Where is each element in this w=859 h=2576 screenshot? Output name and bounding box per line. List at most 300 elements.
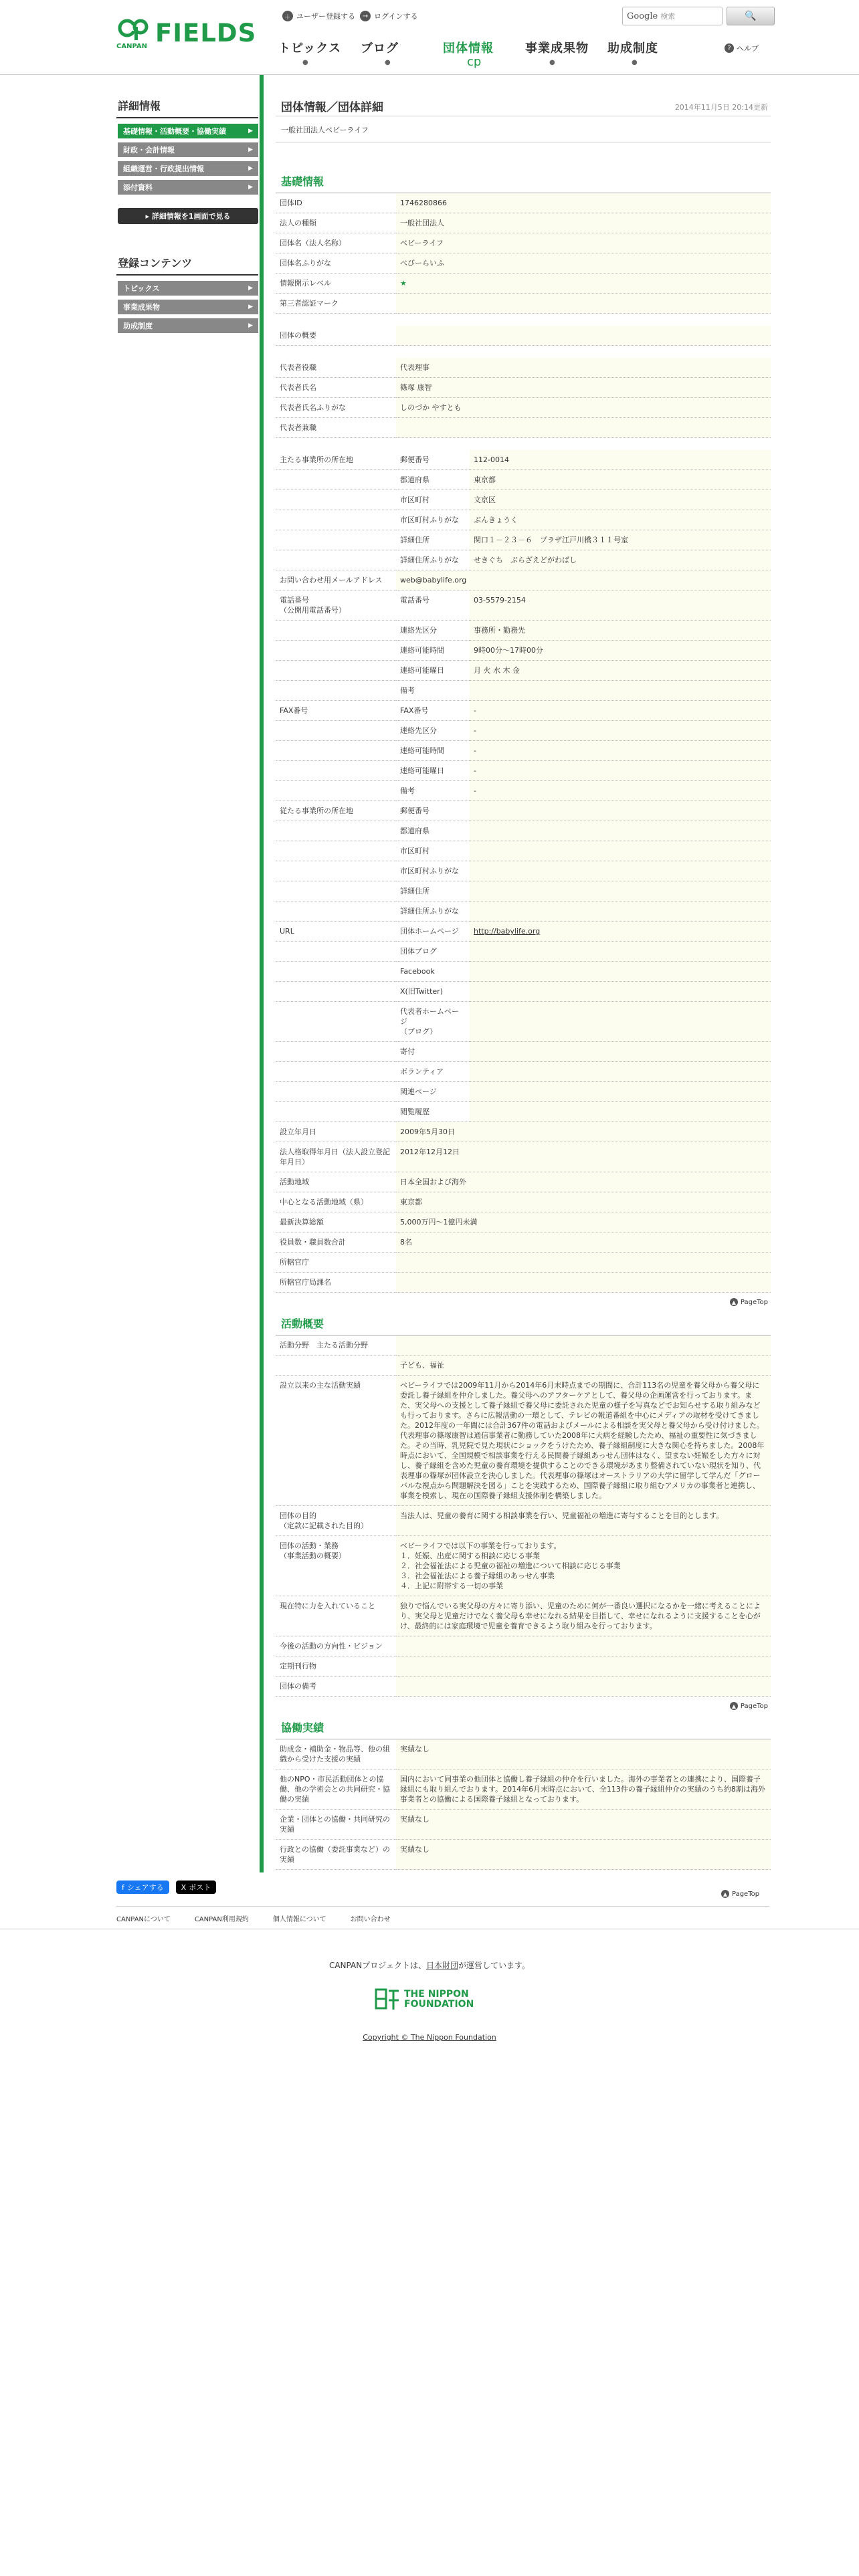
- table-row: [276, 701, 771, 721]
- nav-blog[interactable]: [357, 33, 439, 74]
- nav-dot-icon: ●: [302, 59, 308, 66]
- address-value: せきぐち ぷらざえどがわばし: [470, 550, 771, 570]
- table-row: [276, 193, 771, 213]
- table-row: [276, 358, 771, 378]
- address2-value: [470, 801, 771, 821]
- basic-label: 情報開示レベル: [276, 274, 396, 294]
- fax-value: -: [470, 721, 771, 741]
- basic-label: 法人の種類: [276, 213, 396, 233]
- facebook-icon: f: [122, 1883, 124, 1892]
- address2-sublabel: 都道府県: [396, 821, 470, 841]
- table-row: [276, 1596, 771, 1636]
- misc-label: 中心となる活動地域（県）: [276, 1192, 396, 1212]
- table-row: [276, 1122, 771, 1142]
- homepage-link[interactable]: http://babylife.org: [474, 927, 541, 936]
- address-value: 文京区: [470, 490, 771, 510]
- address2-group-label: 従たる事業所の所在地: [276, 801, 396, 821]
- focus-value: 独りで悩んでいる実父母の方々に寄り添い、児童のために何が一番良い選択になるかを一緒に考えることにより、実父母と児童だけでなく養父母も幸せになれる結果を目指して、幸せになれるように支援することを心がけ、最終的には家庭環境で児童を養育できるよう取り組みを行っております。: [396, 1596, 771, 1636]
- table-row: [276, 1335, 771, 1356]
- table-row: [276, 641, 771, 661]
- misc-value: 5,000万円～1億円未満: [396, 1212, 771, 1232]
- url-value: [470, 922, 771, 942]
- table-row: [276, 418, 771, 438]
- table-row: [276, 761, 771, 781]
- show-all-label: 詳細情報を1画面で見る: [151, 212, 231, 221]
- achieve-value: ベビーライフでは2009年11月から2014年6月末時点までの期間に、合計113名の児童を養父母から養父母に委託し養子縁組を仲介しました。養父母へのアフターケアとして、養父母の企画運営を行っております。また、実父母への支援として養子縁組で養父母に委託された児童の様子を写真などでお知らせする取り組みなども行っております。さらに広報活動の一環として、テレビの報道番組を中心にメディアの取材を受けてきました。2012年度の一年間には合計367件の電話およびメールによる相談を実父母と養父母から受け付けました。 代表理事の篠塚康智は通信事業者に勤務していた2008年に大病を経験したため、福祉の重要性に気づきました。その当時、乳児院で見た現状にショックをうけたため、養子縁組制度に大きな関心を持ちました。2008年時点において、全国規模で相談事業を行える民間養子縁組あっせん団体はなく、望まない妊娠をした方々に対し、養子縁組を含めた児童の養育環境を提供することのできる環境があまり整備されていない現状を知り、代表理事の篠塚が団体設立を決心しました。代表理事の篠塚はオーストラリアの大学に留学して学んだ「グローバルな視点から問題解決を図る」ことを実践するため、国際養子縁組に取り組むアメリカの事業者と連携し、事業を模索し、現在の国際養子縁組支援体制を構築しました。: [396, 1376, 771, 1506]
- footer-link-privacy[interactable]: 個人情報について: [272, 1916, 326, 1923]
- search-button[interactable]: [727, 7, 775, 25]
- pagetop-link[interactable]: [276, 1293, 771, 1311]
- facebook-share-button[interactable]: [116, 1881, 169, 1894]
- main-nav: [274, 33, 769, 74]
- address2-group-label: [276, 821, 396, 841]
- fax-table: [276, 701, 771, 801]
- table-row: [276, 1172, 771, 1192]
- address2-sublabel: 郵便番号: [396, 801, 470, 821]
- fax-value: -: [470, 781, 771, 801]
- address2-sublabel: 詳細住所ふりがな: [396, 901, 470, 922]
- url-table: [276, 922, 771, 1122]
- x-post-button[interactable]: [176, 1881, 217, 1894]
- address-value: 112-0014: [470, 450, 771, 470]
- table-row: [276, 621, 771, 641]
- table-row: [276, 570, 771, 591]
- table-row: [276, 1636, 771, 1656]
- phone-value: 事務所・勤務先: [470, 621, 771, 641]
- url-value: [470, 982, 771, 1002]
- phone-group-label: [276, 621, 396, 641]
- address2-value: [470, 841, 771, 861]
- nav-dot-icon: ●: [385, 59, 391, 66]
- table-row: [276, 1376, 771, 1506]
- table-row: [276, 1042, 771, 1062]
- address-sublabel: 都道府県: [396, 470, 470, 490]
- url-value: [470, 1042, 771, 1062]
- table-row: [276, 294, 771, 314]
- sidebar-item-deliverables[interactable]: [118, 300, 258, 314]
- nav-dot-icon: ●: [632, 59, 638, 66]
- url-sublabel: 寄付: [396, 1042, 470, 1062]
- regular-value: [396, 1656, 771, 1677]
- rep-value: 篠塚 康智: [396, 378, 771, 398]
- table-row: [276, 1142, 771, 1172]
- fax-value: -: [470, 761, 771, 781]
- cp-logo-icon: [118, 16, 150, 43]
- table-row: [276, 1232, 771, 1253]
- address2-value: [470, 881, 771, 901]
- copyright-link[interactable]: Copyright © The Nippon Foundation: [363, 2033, 496, 2042]
- basic-value: ベビーライフ: [396, 233, 771, 253]
- notes-value: [396, 1677, 771, 1697]
- sidebar-item-label: トピックス: [123, 284, 160, 293]
- collab-label: 他のNPO・市民活動団体との協働、他の学術会との共同研究・協働の実績: [276, 1769, 396, 1810]
- url-value: [470, 942, 771, 962]
- focus-label: 現在特に力を入れていること: [276, 1596, 396, 1636]
- summary-label: 団体の概要: [276, 326, 396, 346]
- table-row: [276, 213, 771, 233]
- collab-label: 行政との協働（委託事業など）の実績: [276, 1840, 396, 1870]
- fax-group-label: FAX番号: [276, 701, 396, 721]
- basic-value: 1746280866: [396, 193, 771, 213]
- sidebar-item-label: 基礎情報・活動概要・協働実績: [123, 127, 226, 136]
- help-icon: ?: [725, 43, 734, 53]
- x-icon: X: [181, 1883, 187, 1892]
- url-sublabel: ボランティア: [396, 1062, 470, 1082]
- divider-bar: [260, 75, 264, 1872]
- table-row: [276, 821, 771, 841]
- title-row: [276, 94, 771, 116]
- field-label: [276, 1335, 396, 1356]
- basic-value: べびーらいふ: [396, 253, 771, 274]
- nav-organization-label: 団体情報: [443, 41, 494, 56]
- search-placeholder: 検索: [660, 12, 676, 21]
- misc-table: [276, 1122, 771, 1293]
- address-sublabel: 郵便番号: [396, 450, 470, 470]
- footer-link-about[interactable]: CANPANについて: [116, 1916, 171, 1923]
- pagetop-link[interactable]: [719, 1885, 762, 1903]
- misc-label: 役員数・職員数合計: [276, 1232, 396, 1253]
- sidebar-heading-contents: 登録コンテンツ: [116, 251, 258, 276]
- misc-label: 設立年月日: [276, 1122, 396, 1142]
- table-row: [276, 1506, 771, 1536]
- phone-group-label: [276, 661, 396, 681]
- logo-fields-text: FIELDS: [155, 19, 257, 47]
- table-row: [276, 1273, 771, 1293]
- misc-label: 最新決算総額: [276, 1212, 396, 1232]
- misc-label: 活動地域: [276, 1172, 396, 1192]
- table-row: [276, 490, 771, 510]
- nippon-foundation-link[interactable]: 日本財団: [425, 1961, 458, 1970]
- footer-link-terms[interactable]: CANPAN利用規約: [194, 1916, 249, 1923]
- arrow-icon: ▸: [145, 211, 152, 221]
- collab-label: 企業・団体との協働・共同研究の実績: [276, 1810, 396, 1840]
- biz-label: 団体の活動・業務 （事業活動の概要）: [276, 1536, 396, 1596]
- nippon-foundation-text: [404, 1990, 474, 2010]
- misc-label: 所轄官庁局課名: [276, 1273, 396, 1293]
- nf-line1: THE NIPPON: [404, 1989, 469, 2000]
- nav-deliverables-label: 事業成果物: [525, 41, 589, 56]
- pagetop-label: PageTop: [740, 1702, 768, 1710]
- spacer: [276, 142, 771, 169]
- chevron-right-icon: ▶: [248, 184, 253, 191]
- address-sublabel: 詳細住所: [396, 530, 470, 550]
- misc-value: 東京都: [396, 1192, 771, 1212]
- logo-canpan-text: CANPAN: [116, 43, 147, 50]
- register-link[interactable]: [282, 9, 355, 23]
- table-row: [276, 861, 771, 881]
- address2-sublabel: 市区町村ふりがな: [396, 861, 470, 881]
- nav-deliverables[interactable]: [521, 33, 603, 74]
- login-icon: →: [360, 11, 371, 21]
- achieve-label: 設立以来の主な活動実績: [276, 1376, 396, 1506]
- table-row: [276, 253, 771, 274]
- top-bar: [274, 5, 769, 28]
- url-sublabel: X(旧Twitter): [396, 982, 470, 1002]
- section-activity: 活動概要: [276, 1311, 771, 1335]
- spacer: [276, 438, 771, 450]
- nav-grants[interactable]: [603, 33, 686, 74]
- misc-value: 日本全国および海外: [396, 1172, 771, 1192]
- basic-info-table: [276, 193, 771, 314]
- url-group-label: [276, 1002, 396, 1042]
- table-row: [276, 1536, 771, 1596]
- basic-label: 団体名ふりがな: [276, 253, 396, 274]
- misc-value: 8名: [396, 1232, 771, 1253]
- fax-group-label: [276, 721, 396, 741]
- rep-label: 代表者役職: [276, 358, 396, 378]
- url-group-label: [276, 942, 396, 962]
- url-value: [470, 1082, 771, 1102]
- spacer: [276, 314, 771, 326]
- table-row: [276, 1192, 771, 1212]
- table-row: [276, 1253, 771, 1273]
- basic-value: 一般社団法人: [396, 213, 771, 233]
- address-sublabel: 市区町村ふりがな: [396, 510, 470, 530]
- address-group-label: [276, 530, 396, 550]
- nippon-foundation-mark-icon: [375, 1987, 400, 2012]
- field-sub-text: 主たる活動分野: [316, 1341, 368, 1350]
- purpose-label: 団体の目的 （定款に記載された目的）: [276, 1506, 396, 1536]
- address2-value: [470, 861, 771, 881]
- url-sublabel: Facebook: [396, 962, 470, 982]
- table-row: [276, 1062, 771, 1082]
- sidebar-item-label: 財政・会計情報: [123, 146, 175, 154]
- table-row: [276, 1677, 771, 1697]
- chevron-right-icon: ▶: [248, 146, 253, 153]
- chevron-right-icon: ▶: [248, 165, 253, 172]
- sidebar-item-label: 添付資料: [123, 183, 153, 192]
- table-row: [276, 450, 771, 470]
- help-link[interactable]: [725, 43, 759, 53]
- phone-value: 03-5579-2154: [470, 591, 771, 621]
- url-sublabel: 団体ホームページ: [396, 922, 470, 942]
- basic-label: 団体名（法人名称）: [276, 233, 396, 253]
- table-row: [276, 1002, 771, 1042]
- notes-label: 団体の備考: [276, 1677, 396, 1697]
- fax-group-label: [276, 781, 396, 801]
- credit-post: が運営しています。: [458, 1961, 531, 1970]
- sidebar-item-grants[interactable]: [118, 318, 258, 333]
- table-row: [276, 681, 771, 701]
- address-value: 関口１－２３－６ プラザ江戸川橋３１１号室: [470, 530, 771, 550]
- url-sublabel: 閲覧履歴: [396, 1102, 470, 1122]
- credit-text: [0, 1959, 859, 1971]
- rep-value: [396, 418, 771, 438]
- sidebar-item-basic[interactable]: [118, 124, 258, 138]
- basic-value: [396, 294, 771, 314]
- representative-table: [276, 358, 771, 438]
- fax-value: -: [470, 741, 771, 761]
- field-value: 子ども、福祉: [396, 1356, 771, 1376]
- table-row: [276, 1356, 771, 1376]
- phone-group-label: [276, 641, 396, 661]
- arrow-up-icon: ▲: [730, 1702, 738, 1710]
- nav-grants-label: 助成制度: [607, 41, 658, 56]
- pagetop-label: PageTop: [740, 1298, 768, 1306]
- table-row: [276, 1810, 771, 1840]
- address-sublabel: 詳細住所ふりがな: [396, 550, 470, 570]
- sidebar-item-governance[interactable]: [118, 161, 258, 176]
- url-value: [470, 1102, 771, 1122]
- table-row: [276, 1212, 771, 1232]
- url-value: [470, 962, 771, 982]
- field-value-empty: [396, 1335, 771, 1356]
- chevron-right-icon: ▶: [248, 322, 253, 329]
- google-brand: Google: [627, 11, 658, 21]
- spacer: [276, 346, 771, 358]
- address2-group-label: [276, 881, 396, 901]
- summary-table: [276, 326, 771, 346]
- table-row: [276, 741, 771, 761]
- email-table: [276, 570, 771, 591]
- address2-group-label: [276, 861, 396, 881]
- table-row: [276, 591, 771, 621]
- table-row: [276, 1840, 771, 1870]
- phone-sublabel: 連絡可能時間: [396, 641, 470, 661]
- url-group-label: [276, 962, 396, 982]
- org-name: 一般社団法人ベビーライフ: [276, 116, 771, 142]
- address-group-label: 主たる事業所の所在地: [276, 450, 396, 470]
- address2-value: [470, 821, 771, 841]
- nf-line2: FOUNDATION: [404, 1999, 474, 2010]
- pagetop-label: PageTop: [732, 1890, 760, 1898]
- share-bar: [116, 1881, 216, 1894]
- rep-value: しのづか やすとも: [396, 398, 771, 418]
- url-sublabel: 団体ブログ: [396, 942, 470, 962]
- nav-organization[interactable]: [439, 33, 521, 74]
- address2-sublabel: 市区町村: [396, 841, 470, 861]
- cp-active-icon: cp: [467, 55, 482, 69]
- login-label: ログインする: [374, 12, 418, 21]
- vision-label: 今後の活動の方向性・ビジョン: [276, 1636, 396, 1656]
- vision-value: [396, 1636, 771, 1656]
- chevron-right-icon: ▶: [248, 304, 253, 310]
- misc-value: [396, 1253, 771, 1273]
- user-icon: ＋: [282, 11, 293, 21]
- url-value: [470, 1062, 771, 1082]
- email-value: web@babylife.org: [396, 570, 771, 591]
- show-all-details-button[interactable]: [118, 208, 258, 224]
- url-sublabel: 代表者ホームページ （ブログ）: [396, 1002, 470, 1042]
- table-row: [276, 1739, 771, 1769]
- table-row: [276, 378, 771, 398]
- sidebar-item-attachments[interactable]: [118, 180, 258, 195]
- site-header: [0, 0, 859, 75]
- table-row: [276, 881, 771, 901]
- table-row: [276, 781, 771, 801]
- table-row: [276, 962, 771, 982]
- phone-sublabel: 備考: [396, 681, 470, 701]
- sidebar-item-finance[interactable]: [118, 142, 258, 157]
- site-footer: [0, 1872, 859, 2576]
- table-row: [276, 530, 771, 550]
- basic-label: 団体ID: [276, 193, 396, 213]
- address-value: 東京都: [470, 470, 771, 490]
- collab-value: 国内において同事業の他団体と協働し養子縁組の仲介を行いました。海外の事業者との連携により、国際養子縁組にも取り組んでおります。2014年6月末時点において、全113件の養子縁組仲介の実績のうち約8割は海外事業者との協働による国際養子縁組となっております。: [396, 1769, 771, 1810]
- table-row: [276, 1082, 771, 1102]
- fax-sublabel: 備考: [396, 781, 470, 801]
- search-icon: 🔍: [745, 11, 757, 21]
- url-group-label: [276, 1082, 396, 1102]
- nav-topics-label: トピックス: [278, 41, 342, 56]
- table-row: [276, 661, 771, 681]
- pagetop-link[interactable]: [276, 1697, 771, 1715]
- field-blank: [276, 1356, 396, 1376]
- rep-label: 代表者兼職: [276, 418, 396, 438]
- address-sublabel: 市区町村: [396, 490, 470, 510]
- section-collab: 協働実績: [276, 1715, 771, 1739]
- section-basic-info: 基礎情報: [276, 169, 771, 193]
- fax-sublabel: 連絡先区分: [396, 721, 470, 741]
- url-group-label: [276, 982, 396, 1002]
- updated-date: 2014年11月5日 20:14更新: [674, 103, 768, 112]
- fax-sublabel: 連絡可能時間: [396, 741, 470, 761]
- footer-links: [116, 1906, 769, 1923]
- collab-value: 実績なし: [396, 1840, 771, 1870]
- sidebar-item-topics[interactable]: [118, 281, 258, 296]
- url-group-label: [276, 1102, 396, 1122]
- phone-group-label: 電話番号 （公開用電話番号）: [276, 591, 396, 621]
- url-value: [470, 1002, 771, 1042]
- sidebar: [116, 94, 258, 337]
- table-row: [276, 841, 771, 861]
- address2-value: [470, 901, 771, 922]
- table-row: [276, 550, 771, 570]
- url-group-label: URL: [276, 922, 396, 942]
- email-label: お問い合わせ用メールアドレス: [276, 570, 396, 591]
- collab-label: 助成金・補助金・物品等、他の組織から受けた支援の実績: [276, 1739, 396, 1769]
- phone-table: [276, 591, 771, 701]
- fax-value: -: [470, 701, 771, 721]
- nippon-foundation-logo[interactable]: [375, 1986, 488, 2013]
- footer-link-contact[interactable]: お問い合わせ: [350, 1916, 391, 1923]
- url-sublabel: 関連ページ: [396, 1082, 470, 1102]
- basic-label: 第三者認証マーク: [276, 294, 396, 314]
- table-row: [276, 1769, 771, 1810]
- nav-topics[interactable]: [274, 33, 357, 74]
- chevron-right-icon: ▶: [248, 285, 253, 292]
- collab-value: 実績なし: [396, 1810, 771, 1840]
- credit-pre: CANPANプロジェクトは、: [328, 1961, 426, 1970]
- url-group-label: [276, 1042, 396, 1062]
- search-input[interactable]: [622, 7, 723, 25]
- table-row: [276, 801, 771, 821]
- address-group-label: [276, 510, 396, 530]
- table-row: [276, 1656, 771, 1677]
- table-row: [276, 233, 771, 253]
- misc-value: 2009年5月30日: [396, 1122, 771, 1142]
- fax-group-label: [276, 741, 396, 761]
- table-row: [276, 398, 771, 418]
- fax-sublabel: 連絡可能曜日: [396, 761, 470, 781]
- table-row: [276, 982, 771, 1002]
- phone-sublabel: 連絡先区分: [396, 621, 470, 641]
- address2-group-label: [276, 901, 396, 922]
- phone-value: 9時00分～17時00分: [470, 641, 771, 661]
- address-group-label: [276, 490, 396, 510]
- canpan-fields-logo[interactable]: [114, 15, 257, 52]
- basic-value: ★: [396, 274, 771, 294]
- address2-group-label: [276, 841, 396, 861]
- address-group-label: [276, 470, 396, 490]
- sidebar-item-label: 事業成果物: [123, 303, 160, 312]
- address2-sublabel: 詳細住所: [396, 881, 470, 901]
- purpose-value: 当法人は、児童の養育に関する相談事業を行い、児童福祉の増進に寄与することを目的とします。: [396, 1506, 771, 1536]
- phone-value: 月 火 水 木 金: [470, 661, 771, 681]
- login-link[interactable]: [360, 9, 417, 23]
- address-table: [276, 450, 771, 570]
- phone-sublabel: 連絡可能曜日: [396, 661, 470, 681]
